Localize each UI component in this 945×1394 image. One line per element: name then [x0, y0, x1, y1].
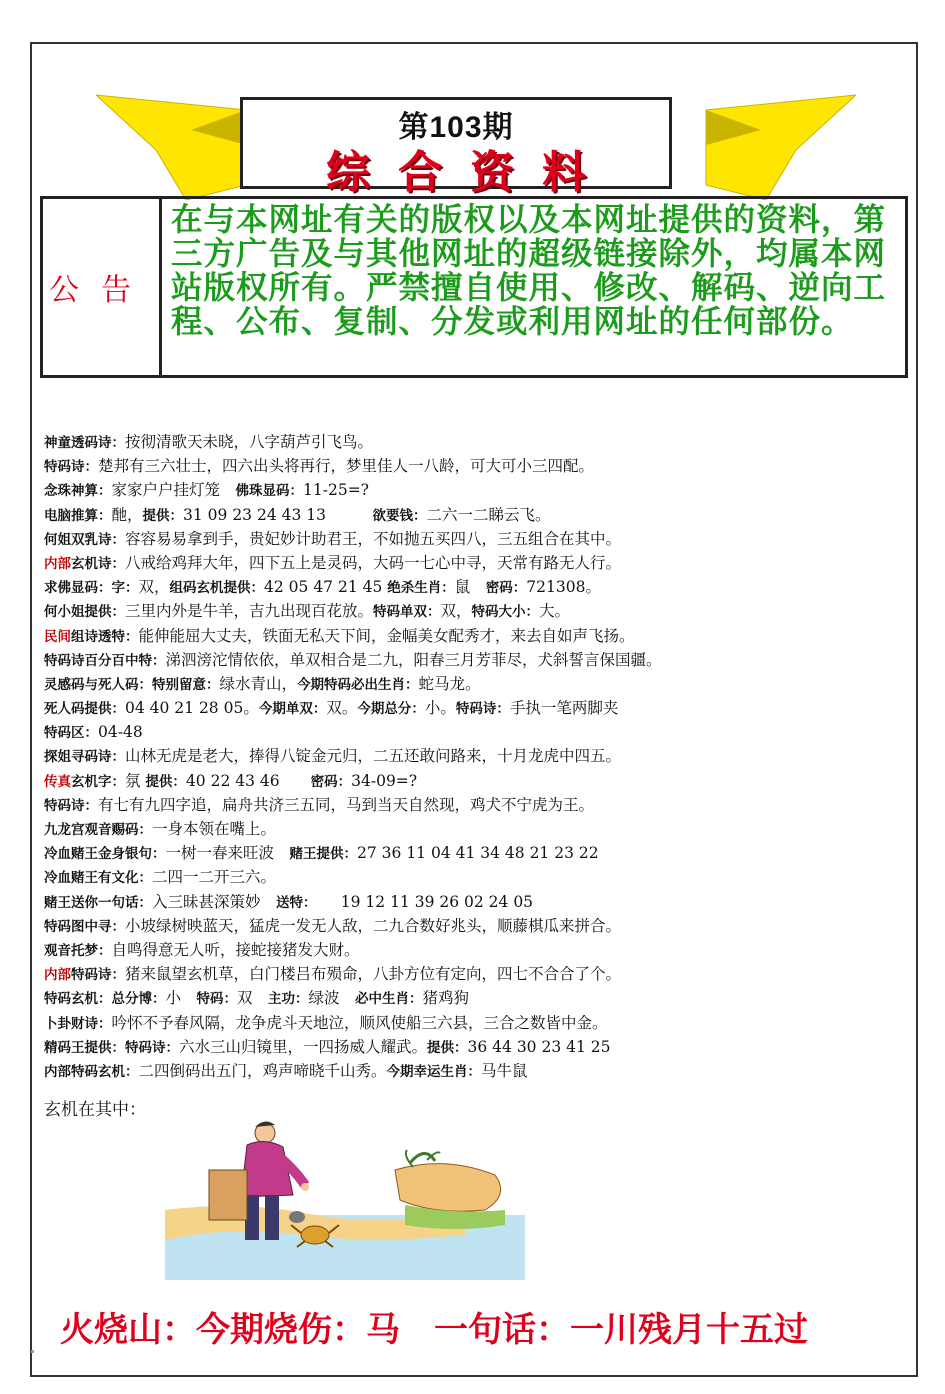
line-key: 今期总分： [357, 701, 425, 718]
line-value: 楚邦有三六壮士，四六出头将再行，梦里佳人一八龄，可大可小三四配。 [98, 457, 595, 476]
bottom-banner [60, 1302, 880, 1351]
info-line [44, 672, 914, 696]
line-key: 精码王提供：特码诗： [44, 1039, 179, 1056]
line-value: 绿波 [308, 989, 356, 1008]
line-key: 特码： [196, 991, 238, 1008]
info-line [44, 599, 914, 623]
info-line [44, 1059, 914, 1083]
line-key: 密码： [310, 773, 352, 790]
line-key: 念珠神算： [44, 483, 112, 500]
corner-dot [31, 1350, 34, 1353]
line-value: 鼠 [454, 578, 486, 597]
line-value: 27 36 11 04 41 34 48 21 23 22 [357, 844, 599, 863]
line-key: 何小姐提供： [44, 604, 125, 621]
line-value: 入三昧甚深策妙 [152, 892, 277, 911]
info-line [44, 696, 914, 720]
info-line [44, 841, 914, 865]
line-key: 今期幸运生肖： [386, 1063, 482, 1080]
info-line [44, 478, 914, 502]
line-key: 冷血赌王有文化： [44, 870, 152, 887]
line-value: 721308。 [526, 578, 601, 597]
info-line [44, 986, 914, 1010]
line-value: 42 05 47 21 45 [264, 578, 388, 597]
line-value: 马牛鼠 [481, 1061, 528, 1080]
line-value: 酏， [111, 505, 143, 524]
info-line [44, 527, 914, 551]
line-key: 组诗透特： [71, 628, 139, 645]
title-box [240, 97, 672, 198]
notice-label-cell [43, 199, 162, 375]
info-line [44, 720, 914, 744]
line-key: 组码玄机提供： [169, 580, 265, 597]
line-tag: 内部 [44, 967, 71, 984]
line-value: 吟怀不予春风隔，龙争虎斗天地泣，顺风使船三六县，三合之数皆中金。 [111, 1013, 608, 1032]
line-key: 探姐寻码诗： [44, 749, 125, 766]
line-value: 二四一二开三六。 [152, 868, 277, 887]
line-value: 双。 [326, 699, 358, 718]
line-value: 八戒给鸡拜大年，四下五上是灵码，大码一七心中寻，天常有路无人行。 [125, 553, 622, 572]
line-value: 双， [138, 578, 170, 597]
line-key: 赌王送你一句话： [44, 894, 152, 911]
line-tag: 民间 [44, 628, 71, 645]
line-value: 19 12 11 39 26 02 24 05 [309, 892, 534, 911]
line-key: 特码玄机：总分博： [44, 991, 166, 1008]
line-value: 04-48 [98, 723, 143, 742]
line-key: 观音托梦： [44, 942, 112, 959]
line-value: 二六一二睇云飞。 [426, 505, 551, 524]
info-line [44, 793, 914, 817]
line-key: 特码诗： [44, 797, 98, 814]
line-key: 赌王提供： [289, 846, 358, 863]
line-key: 内部特码玄机： [44, 1063, 139, 1080]
line-value: 36 44 30 23 41 25 [467, 1037, 611, 1056]
line-key: 神童透码诗： [44, 435, 125, 451]
notice-box [40, 196, 908, 378]
info-line [44, 744, 914, 768]
line-key: 玄机字： [71, 773, 125, 790]
line-value: 大。 [539, 602, 571, 621]
line-key: 卜卦财诗： [44, 1015, 112, 1032]
line-value: 猪鸡狗 [422, 989, 470, 1008]
info-line [44, 962, 914, 986]
line-key: 密码： [485, 580, 527, 597]
line-value: 一树一春来旺波 [165, 844, 290, 863]
line-key: 特码诗： [455, 701, 510, 718]
line-value: 二四倒码出五门，鸡声啼晓千山秀。 [138, 1061, 387, 1080]
info-line [44, 769, 914, 793]
line-value: 蛇马龙。 [418, 674, 481, 693]
line-key: 死人码提供： [44, 701, 125, 718]
line-value: 按彻清歌天未晓，八字葫芦引飞鸟。 [125, 433, 374, 451]
line-key: 特码区： [44, 725, 98, 742]
info-line [44, 648, 914, 672]
page-title: 综合资料 [326, 147, 614, 198]
issue-number: 第103期 [398, 111, 514, 144]
line-value: 手执一笔两脚夹 [509, 699, 619, 718]
info-lines [44, 430, 914, 1083]
info-line [44, 551, 914, 575]
line-key: 送特： [276, 894, 310, 911]
line-value: 小。 [424, 699, 456, 718]
line-key: 何姐双乳诗： [44, 531, 125, 548]
line-key: 特码诗： [71, 967, 125, 984]
line-value: 涕泗滂沱情依依，单双相合是二九，阳春三月芳菲尽，犬斜誓言保国疆。 [165, 650, 662, 669]
line-value: 31 09 23 24 43 13 [183, 505, 373, 524]
notice-label: 公告 [49, 273, 153, 308]
line-key: 提供： [427, 1039, 468, 1056]
line-key: 求佛显码：字： [44, 580, 139, 597]
picture-label: 玄机在其中： [44, 1100, 146, 1120]
line-value: 双， [440, 602, 472, 621]
line-value: 11-25=? [303, 481, 369, 500]
line-value: 猪来鼠望玄机草，白门楼吕布殒命，八卦方位有定向，四七不合合了个。 [125, 965, 622, 984]
line-key: 灵感码与死人码：特别留意： [44, 676, 220, 693]
line-key: 提供： [142, 507, 184, 524]
info-line [44, 430, 914, 454]
info-line [44, 865, 914, 889]
info-line [44, 1035, 914, 1059]
line-key: 必中生肖： [355, 991, 423, 1008]
line-value: 40 22 43 46 [185, 771, 311, 790]
line-value: 一身本领在嘴上。 [152, 820, 277, 838]
info-line [44, 938, 914, 962]
illustration-man-and-crab [165, 1115, 525, 1280]
line-value: 容容易易拿到手，贵妃妙计助君王，不如抛五买四八，三五组合在其中。 [125, 529, 622, 548]
info-line [44, 817, 914, 841]
line-key: 绝杀生肖： [387, 580, 455, 597]
line-tag: 内部 [44, 555, 71, 572]
line-value: 小 [165, 989, 197, 1008]
line-key: 特码诗百分百中特： [44, 652, 166, 669]
line-key: 佛珠显码： [235, 483, 304, 500]
line-key: 今期单双： [258, 701, 327, 718]
line-key: 欲要钱： [372, 507, 427, 524]
line-key: 特码诗： [44, 459, 98, 476]
bottom-left-text: 火烧山：今期烧伤：马 [60, 1310, 400, 1350]
notice-text: 在与本网址有关的版权以及本网址提供的资料，第三方广告及与其他网址的超级链接除外，均属本网站版权所有。严禁擅自使用、修改、解码、逆向工程、公布、复制、分发或利用网址的任何部份。 [171, 201, 887, 340]
line-value: 三里内外是牛羊，吉九出现百花放。 [125, 602, 374, 621]
line-value: 山林无虎是老大，捧得八锭金元归，二五还敢问路来，十月龙虎中四五。 [125, 747, 622, 766]
line-key: 冷血赌王金身银句： [44, 846, 166, 863]
info-line [44, 454, 914, 478]
line-key: 今期特码必出生肖： [297, 676, 419, 693]
info-line [44, 890, 914, 914]
info-line [44, 624, 914, 648]
line-value: 六水三山归镜里，一四扬威人耀武。 [179, 1037, 428, 1056]
line-value: 双 [237, 989, 269, 1008]
bottom-right-text: 一句话：一川残月十五过 [434, 1310, 808, 1350]
line-value: 能伸能屈大丈夫，铁面无私天下间，金幅美女配秀才，来去自如声飞扬。 [138, 626, 635, 645]
info-line [44, 503, 914, 527]
line-key: 电脑推算： [44, 507, 112, 524]
line-value: 氛 [125, 771, 146, 790]
line-key: 主功： [268, 991, 309, 1008]
info-line [44, 914, 914, 938]
line-key: 特码单双： [373, 604, 441, 621]
line-key: 特码图中寻： [44, 918, 125, 935]
line-key: 玄机诗： [71, 555, 125, 572]
line-tag: 传真 [44, 773, 71, 790]
line-key: 提供： [145, 773, 186, 790]
line-value: 家家户户挂灯笼 [111, 481, 236, 500]
info-line [44, 1011, 914, 1035]
line-value: 04 40 21 28 05。 [125, 699, 259, 718]
line-key: 九龙宫观音赐码： [44, 822, 152, 838]
line-key: 特码大小： [471, 604, 540, 621]
line-value: 有七有九四字追，扁舟共济三五同，马到当天自然现，鸡犬不宁虎为王。 [98, 795, 595, 814]
info-line [44, 575, 914, 599]
line-value: 小坡绿树映蓝天，猛虎一发无人敌，二九合数好兆头，顺藤棋瓜来拼合。 [125, 916, 622, 935]
line-value: 绿水青山， [219, 674, 298, 693]
line-value: 自鸣得意无人听，接蛇接猪发大财。 [111, 940, 360, 959]
line-value: 34-09=? [351, 771, 418, 790]
